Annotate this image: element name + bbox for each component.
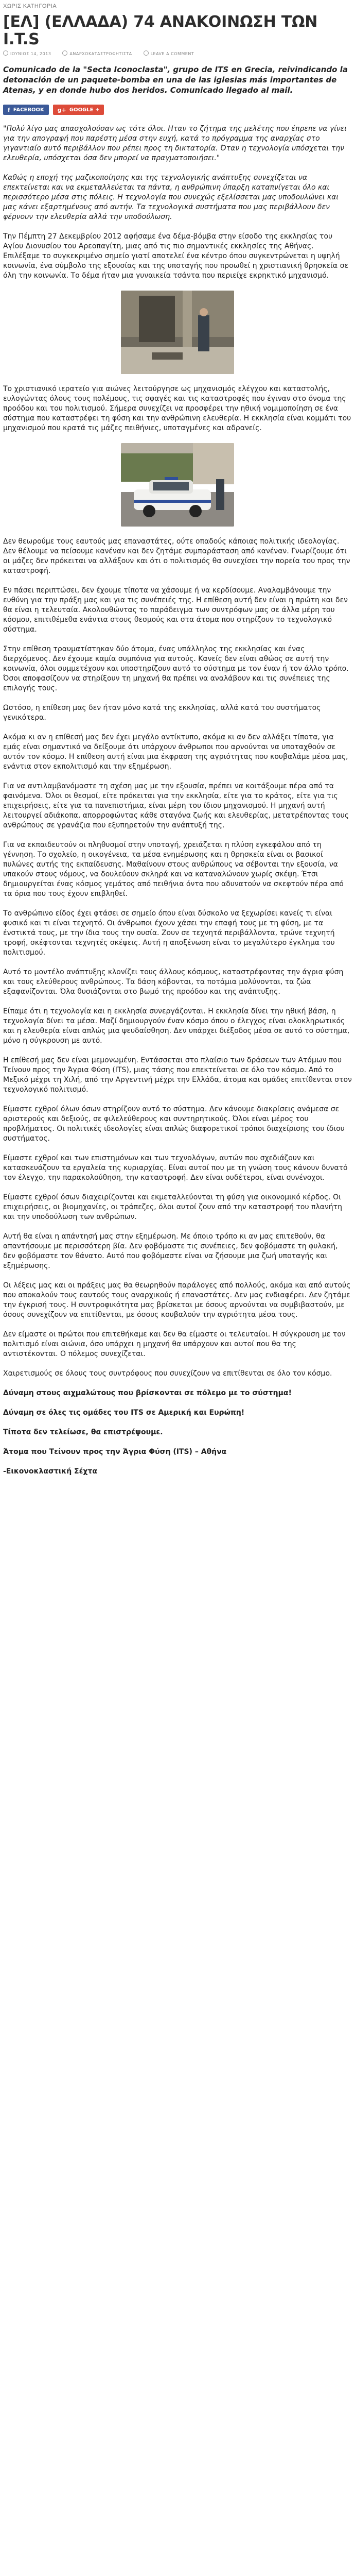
facebook-icon: f [8, 106, 10, 113]
photo-car-stripe [134, 500, 211, 503]
paragraph: Η επίθεσή μας δεν είναι μεμονωμένη. Εντάσσεται στο πλαίσιο των δράσεων των Ατόμων που Τείνουν προς την Άγρια Φύση (ITS), μιας τάσης που επεκτείνεται σε όλο τον κόσμο. Από το Μεξικό μέχρι τη Χιλή, από την Αργεντινή μέχρι την Ελλάδα, άτομα και ομάδες επιτίθενται στον τεχνολογικό πολιτισμό. [3, 1056, 352, 1094]
police-car-image [121, 443, 234, 527]
paragraph: Είμαστε εχθροί και των επιστημόνων και των τεχνολόγων, αυτών που σχεδιάζουν και κατασκευάζουν τα εργαλεία της κυριαρχίας. Είναι αυτοί που με τη γνώση τους κάνουν δυνατό τον έλεγχο, την παρακολούθηση, την καταστροφή. Δεν είναι ουδέτεροι, είναι συνένοχοι. [3, 1154, 348, 1182]
paragraph: Για να εκπαιδευτούν οι πληθυσμοί στην υποταγή, χρειάζεται η πλύση εγκεφάλου από τη γέννηση. Το σχολείο, η οικογένεια, τα μέσα ενημέρωσης και η θρησκεία είναι οι βασικοί πυλώνες αυτής της εκπαίδευσης. Μαθαίνουν στους ανθρώπους να σέβονται την εξουσία, να υπακούν στους νόμους, να δουλεύουν σκληρά και να καταναλώνουν χωρίς σκέψη. Έτσι δημιουργείται ένας κόσμος γεμάτος από πειθήνια όντα που αδυνατούν να σκεφτούν πέρα από τα όρια που τους έχουν επιβληθεί. [3, 841, 344, 898]
greeting-line: Τίποτα δεν τελείωσε, θα επιστρέψουμε. [3, 1428, 163, 1436]
paragraph: Καθώς η εποχή της μαζικοποίησης και της τεχνολογικής ανάπτυξης συνεχίζεται να επεκτείνεται και να εκμεταλλεύεται τα πάντα, η ανθρώπινη ύπαρξη καταπνίγεται όλο και περισσότερο μέσα στις πόλεις. Η τεχνολογία που συνεχώς εξελίσσεται μας υποδουλώνει και μας κάνει εξαρτημένους από αυτήν. Τα τεχνολογικά συστήματα που μας περιβάλλουν δεν φέρνουν την ελευθερία αλλά την υποδούλωση. [3, 174, 339, 221]
greeting-line: Δύναμη στους αιχμαλώτους που βρίσκονται σε πόλεμο με το σύστημα! [3, 1389, 292, 1397]
photo-wall [121, 291, 234, 337]
paragraph: Είμαστε εχθροί όσων διαχειρίζονται και εκμεταλλεύονται τη φύση για οικονομικό κέρδος. Οι επιχειρήσεις, οι βιομηχανίες, οι τράπεζες, όλοι αυτοί ζουν από την καταστροφή του πλανήτη και την υποδούλωση των ανθρώπων. [3, 1193, 342, 1221]
post-date [3, 50, 51, 56]
post-title: [ΕΛ] (ΕΛΛΑΔΑ) 74 ΑΝΑΚΟΙΝΩΣΗ ΤΩΝ I.T.S [3, 13, 318, 48]
user-icon [62, 50, 67, 56]
greeting-line: Άτομα που Τείνουν προς την Άγρια Φύση (ITS) – Αθήνα [3, 1448, 227, 1456]
share-google-label: GOOGLE + [69, 107, 100, 113]
post-category[interactable]: ΧΩΡΙΣ ΚΑΤΗΓΟΡΙΑ [3, 3, 57, 9]
post-author-text[interactable]: ΑΝΑΡΧΟΚΑΤΑΣΤΡΟΦΗΤΙΣΤΑ [69, 52, 132, 56]
paragraph: Αυτό το μοντέλο ανάπτυξης κλονίζει τους άλλους κόσμους, καταστρέφοντας την άγρια φύση και τους ελεύθερους ανθρώπους. Τα δάση κόβονται, τα ποτάμια μολύνονται, τα ζώα εξαφανίζονται. Όλα θυσιάζονται στο βωμό της προόδου και της ανάπτυξης. [3, 968, 344, 996]
share-buttons [3, 105, 352, 115]
paragraph: Στην επίθεση τραυματίστηκαν δύο άτομα, ένας υπάλληλος της εκκλησίας και ένας διερχόμενος. Δεν έχουμε καμία συμπόνια για αυτούς. Κανείς δεν είναι αθώος σε αυτή την κοινωνία, όλοι συμμετέχουν και υποστηρίζουν αυτό το σύστημα με τον έναν ή τον άλλο τρόπο. Όσοι αποφασίζουν να στηρίξουν τη μηχανή θα πρέπει να αναλάβουν και τις συνέπειες της επιλογής τους. [3, 645, 349, 692]
google-plus-icon: g+ [57, 106, 66, 113]
paragraph: Δεν θεωρούμε τους εαυτούς μας επαναστάτες, ούτε οπαδούς κάποιας πολιτικής ιδεολογίας. Δεν θέλουμε να πείσουμε κανέναν και δεν ζητάμε συμπαράσταση από κανέναν. Γνωρίζουμε ότι οι μάζες δεν πρόκειται να αλλάξουν και ότι ο πολιτισμός θα συνεχίσει την πορεία του προς την καταστροφή. [3, 537, 350, 575]
post-body [3, 124, 352, 1477]
clock-icon [3, 50, 8, 56]
comment-icon [144, 50, 149, 56]
paragraph: Χαιρετισμούς σε όλους τους συντρόφους που συνεχίζουν να επιτίθενται σε όλο τον κόσμο. [3, 1369, 332, 1378]
photo-officer-head [200, 308, 208, 316]
photo-car-wheel-front [143, 505, 155, 517]
news-photo-police-car [121, 443, 234, 527]
paragraph: Ακόμα κι αν η επίθεσή μας δεν έχει μεγάλο αντίκτυπο, ακόμα κι αν δεν αλλάξει τίποτα, για εμάς είναι σημαντικό να δείξουμε ότι υπάρχουν άνθρωποι που αρνούνται να υποταχθούν σε αυτόν τον κόσμο. Η επίθεση αυτή είναι μια έκφραση της αγριότητας που κουβαλάμε μέσα μας, ενάντια στον εκπολιτισμό και την εξημέρωση. [3, 733, 348, 771]
photo-car-window [153, 482, 189, 490]
post-intro: Comunicado de la "Secta Iconoclasta", grupo de ITS en Grecia, reivindicando la detonación de un paquete-bomba en una de las iglesias más importantes de Atenas, y en donde hubo dos heridos. Comunicado llegado al mail. [3, 65, 348, 95]
paragraph: Το ανθρώπινο είδος έχει φτάσει σε σημείο όπου είναι δύσκολο να ξεχωρίσει κανείς τι είναι φυσικό και τι είναι τεχνητό. Οι άνθρωποι έχουν χάσει την επαφή τους με τη φύση, με τα ένστικτά τους, με την ίδια τους την ουσία. Ζουν σε τεχνητά περιβάλλοντα, τρώνε τεχνητή τροφή, σκέφτονται τεχνητές σκέψεις. Αυτή η αποξένωση είναι το μεγαλύτερο έγκλημα του πολιτισμού. [3, 909, 335, 957]
paragraph: Αυτή θα είναι η απάντησή μας στην εξημέρωση. Με όποιο τρόπο κι αν μας επιτεθούν, θα απαντήσουμε με περισσότερη βία. Δεν φοβόμαστε τις συνέπειες, δεν φοβόμαστε τη φυλακή, δεν φοβόμαστε τον θάνατο. Αυτό που φοβόμαστε είναι να ζήσουμε μια ζωή υποταγής και εξημέρωσης. [3, 1232, 338, 1270]
paragraph: Οι λέξεις μας και οι πράξεις μας θα θεωρηθούν παράλογες από πολλούς, ακόμα και από αυτούς που αποκαλούν τους εαυτούς τους αναρχικούς ή επαναστάτες. Δεν μας ενδιαφέρει. Δεν ζητάμε την έγκρισή τους. Η συντροφικότητα μας βρίσκεται με όσους αρνούνται να συμβιβαστούν, με όσους συνεχίζουν να επιτίθενται, με όσους κουβαλούν την αγριότητα μέσα τους. [3, 1281, 351, 1319]
paragraph: Το χριστιανικό ιερατείο για αιώνες λειτούργησε ως μηχανισμός ελέγχου και καταστολής, ευλογώντας όλους τους πολέμους, τις σφαγές και τις καταστροφές που έγιναν στο όνομα της προόδου και του πολιτισμού. Σήμερα συνεχίζει να προσφέρει την ηθική νομιμοποίηση σε ένα σύστημα που καταστρέφει τη φύση και την ανθρώπινη ελευθερία. Η εκκλησία είναι κομμάτι του μηχανισμού που κρατά τις μάζες πειθήνιες, υποταγμένες και αδρανείς. [3, 385, 351, 432]
paragraph: Είμαστε εχθροί όλων όσων στηρίζουν αυτό το σύστημα. Δεν κάνουμε διακρίσεις ανάμεσα σε αριστερούς και δεξιούς, σε φιλελεύθερους και συντηρητικούς. Όλοι είναι μέρος του προβλήματος. Οι πολιτικές ιδεολογίες είναι απλώς διαφορετικοί τρόποι διαχείρισης του ίδιου συστήματος. [3, 1105, 345, 1143]
post-comments-text[interactable]: LEAVE A COMMENT [150, 52, 194, 56]
signature: -Εικονοκλαστική Σέχτα [3, 1467, 97, 1476]
post-comments[interactable] [144, 50, 194, 56]
photo-officer [198, 315, 209, 351]
post-date-text: ΙΟΥΝΙΟΣ 14, 2013 [10, 52, 51, 56]
photo-column [183, 291, 192, 352]
paragraph: Είπαμε ότι η τεχνολογία και η εκκλησία συνεργάζονται. Η εκκλησία δίνει την ηθική βάση, η τεχνολογία δίνει τα μέσα. Μαζί δημιουργούν έναν κόσμο όπου ο έλεγχος είναι ολοκληρωτικός και η ελευθερία είναι απλώς μια ψευδαίσθηση. Δεν υπάρχει διέξοδος μέσα σε αυτό το σύστημα, μόνο η σύγκρουση με αυτό. [3, 1007, 350, 1045]
share-facebook-button[interactable] [3, 105, 49, 115]
greeting-line: Δύναμη σε όλες τις ομάδες του ITS σε Αμερική και Ευρώπη! [3, 1409, 245, 1417]
paragraph: Για να αντιλαμβανόμαστε τη σχέση μας με την εξουσία, πρέπει να κοιτάξουμε πέρα από τα φαινόμενα. Όλοι οι θεσμοί, είτε πρόκειται για την εκκλησία, είτε για το κράτος, είτε για τις επιχειρήσεις, είτε για τα πανεπιστήμια, είναι μέρη του ίδιου μηχανισμού. Η μηχανή αυτή λειτουργεί αδιάκοπα, απορροφώντας κάθε σταγόνα ζωής και ελευθερίας, μετατρέποντας τους ανθρώπους σε γρανάζια που εξυπηρετούν την ανάπτυξή της. [3, 782, 349, 829]
paragraph: Δεν είμαστε οι πρώτοι που επιτεθήκαμε και δεν θα είμαστε οι τελευταίοι. Η σύγκρουση με τον πολιτισμό είναι αιώνια, όσο υπάρχει η μηχανή θα υπάρχουν και αυτοί που θα της αντιστέκονται. Ο πόλεμος συνεχίζεται. [3, 1330, 346, 1358]
church-scene-image [121, 291, 234, 374]
share-facebook-label: FACEBOOK [13, 107, 44, 113]
news-photo-church [121, 291, 234, 374]
paragraph: "Πολύ λίγο μας απασχολούσαν ως τότε όλοι. Ηταν το ζήτημα της μελέτης που έπρεπε να γίνει για την απογραφή που παρέστη μέσα στην ευχή, κατά το πρόγραμμα της αναρχίας στο γιγαντιαίο αυτό περιβάλλον που ρέπει προς τη δικτατορία. Όταν η τεχνολογία υπόσχεται την ελευθερία, υπόσχεται όσα δεν μπορεί να πραγματοποιήσει." [3, 125, 347, 162]
photo-car-lightbar [165, 477, 178, 480]
paragraph: Την Πέμπτη 27 Δεκεμβρίου 2012 αφήσαμε ένα δέμα-βόμβα στην είσοδο της εκκλησίας του Αγίου Διονυσίου του Αρεοπαγίτη, μιας από τις πιο σημαντικές εκκλησίες της Αθήνας. Επιλέξαμε το συγκεκριμένο σημείο γιατί αποτελεί ένα κέντρο όπου συγκεντρώνεται η υψηλή κοινωνία, ένα σύμβολο της εξουσίας και της υποταγής που προωθεί η χριστιανική θρησκεία σε όλη την κοινωνία. Το δέμα ήταν μια γυναικεία τσάντα που περιείχε εκρηκτικό μηχανισμό. [3, 232, 349, 280]
photo-doorway [139, 296, 175, 342]
article [0, 3, 355, 1477]
photo-debris [152, 352, 183, 360]
post-author[interactable] [62, 50, 132, 56]
paragraph: Ωστόσο, η επίθεση μας δεν ήταν μόνο κατά της εκκλησίας, αλλά κατά του συστήματος γενικότερα. [3, 704, 321, 722]
paragraph: Εν πάσει περιπτώσει, δεν έχουμε τίποτα να χάσουμε ή να κερδίσουμε. Αναλαμβάνουμε την ευθύνη για την πράξη μας και για τις συνέπειές της. Η επίθεση αυτή δεν είναι η πρώτη και δεν θα είναι η τελευταία. Ακολουθώντας το παράδειγμα των συντρόφων μας σε άλλα μέρη του κόσμου, επιτιθέμεθα ενάντια στους θεσμούς και στα άτομα που στηρίζουν το τεχνολογικό σύστημα. [3, 586, 348, 634]
photo-car-wheel-rear [189, 505, 202, 517]
photo-building [193, 443, 234, 484]
post-meta [3, 50, 352, 56]
photo-floor [121, 347, 234, 374]
photo-officer [216, 479, 224, 510]
share-google-button[interactable] [53, 105, 104, 115]
